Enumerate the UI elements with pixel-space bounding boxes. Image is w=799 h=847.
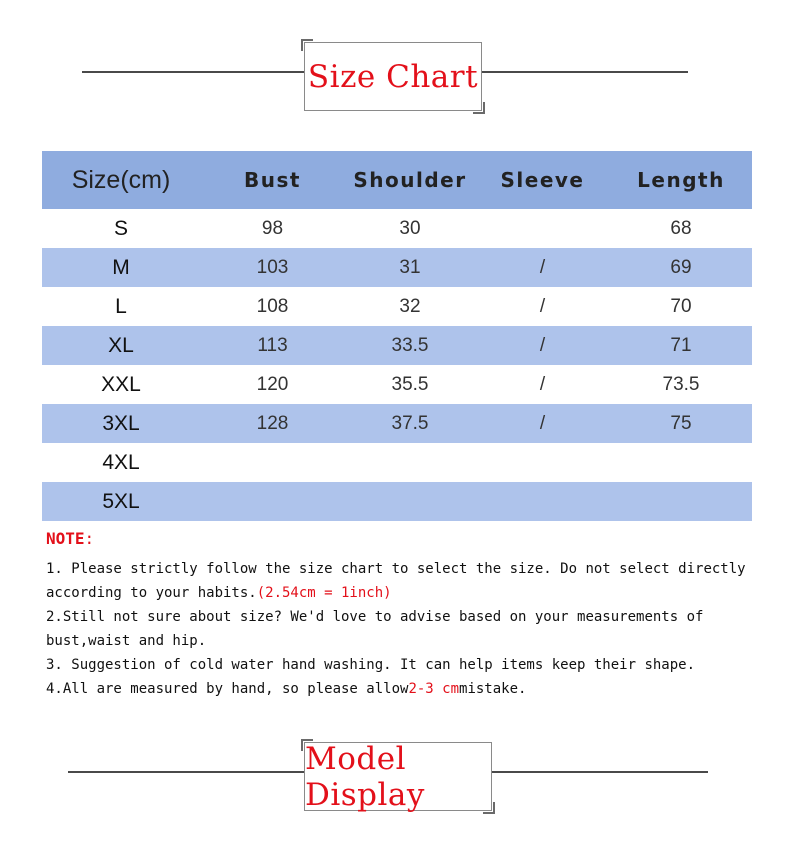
sleeve-cell — [475, 443, 610, 482]
table-row — [42, 482, 752, 521]
left-divider-line — [82, 71, 305, 73]
bust-cell: 108 — [256, 295, 289, 317]
bust-cell: 103 — [200, 248, 345, 287]
sleeve-cell: / — [475, 326, 610, 365]
size-chart-title: Size Chart — [304, 42, 482, 111]
table-row — [42, 287, 752, 326]
shoulder-cell: 32 — [399, 295, 421, 317]
size-cell: 5XL — [42, 482, 200, 521]
model-display-title: Model Display — [304, 742, 492, 811]
bust-cell: 128 — [200, 404, 345, 443]
sleeve-cell: / — [539, 295, 546, 317]
length-cell: 68 — [670, 217, 692, 239]
length-cell: 73.5 — [662, 373, 700, 395]
sleeve-cell: / — [475, 248, 610, 287]
note-heading — [46, 529, 94, 548]
size-cell: 3XL — [42, 404, 200, 443]
length-cell — [610, 482, 752, 521]
size-cell: L — [115, 294, 127, 318]
length-cell: 70 — [670, 295, 692, 317]
shoulder-cell — [345, 482, 475, 521]
right-footer-line — [490, 771, 708, 773]
column-header-bust: Bust — [200, 151, 345, 209]
sleeve-cell: / — [539, 373, 546, 395]
note-line-4-text: 4.All are measured by hand, so please allow — [46, 681, 409, 697]
note-colon: : — [84, 529, 95, 548]
sleeve-cell: / — [475, 404, 610, 443]
note-label: NOTE — [46, 529, 85, 548]
table-row — [42, 365, 752, 404]
column-header-length: Length — [610, 151, 752, 209]
shoulder-cell: 35.5 — [391, 373, 429, 395]
note-line-1-text: 1. Please strictly follow the size chart to select the size. Do not select directly according to your habits. — [46, 561, 746, 601]
sleeve-cell — [475, 482, 610, 521]
left-footer-line — [68, 771, 305, 773]
length-cell: 71 — [610, 326, 752, 365]
table-header-row — [42, 151, 752, 209]
size-cell: XXL — [101, 372, 141, 396]
size-cell: XL — [42, 326, 200, 365]
tolerance-highlight: 2-3 cm — [408, 681, 460, 697]
notes-block — [46, 557, 766, 701]
table-row — [42, 248, 752, 287]
shoulder-cell: 37.5 — [345, 404, 475, 443]
size-cell: 4XL — [102, 450, 140, 474]
right-divider-line — [481, 71, 688, 73]
table-row — [42, 326, 752, 365]
bust-cell — [200, 482, 345, 521]
bust-cell: 113 — [200, 326, 345, 365]
sleeve-cell — [475, 209, 610, 248]
table-row — [42, 209, 752, 248]
note-line-2: 2.Still not sure about size? We'd love to advise based on your measurements of bust,waist and hip. — [46, 609, 704, 649]
column-header-shoulder: Shoulder — [345, 151, 475, 209]
shoulder-cell: 33.5 — [345, 326, 475, 365]
note-line-1 — [46, 557, 766, 605]
shoulder-cell — [345, 443, 475, 482]
size-cell: S — [113, 216, 128, 240]
length-cell — [610, 443, 752, 482]
length-cell: 75 — [610, 404, 752, 443]
shoulder-cell: 30 — [399, 217, 421, 239]
note-line-4-suffix: mistake. — [459, 681, 527, 697]
bust-cell: 98 — [261, 217, 284, 239]
size-cell: M — [42, 248, 200, 287]
table-row — [42, 404, 752, 443]
column-header-size: Size(cm) — [42, 151, 200, 209]
length-cell: 69 — [610, 248, 752, 287]
note-line-3: 3. Suggestion of cold water hand washing. It can help items keep their shape. — [46, 657, 696, 673]
column-header-sleeve: Sleeve — [475, 151, 610, 209]
note-line-4 — [46, 677, 766, 701]
bust-cell: 120 — [256, 373, 289, 395]
shoulder-cell: 31 — [345, 248, 475, 287]
bust-cell — [200, 443, 345, 482]
inch-conversion-highlight: (2.54cm = 1inch) — [256, 585, 392, 601]
table-row — [42, 443, 752, 482]
size-table — [42, 151, 752, 521]
